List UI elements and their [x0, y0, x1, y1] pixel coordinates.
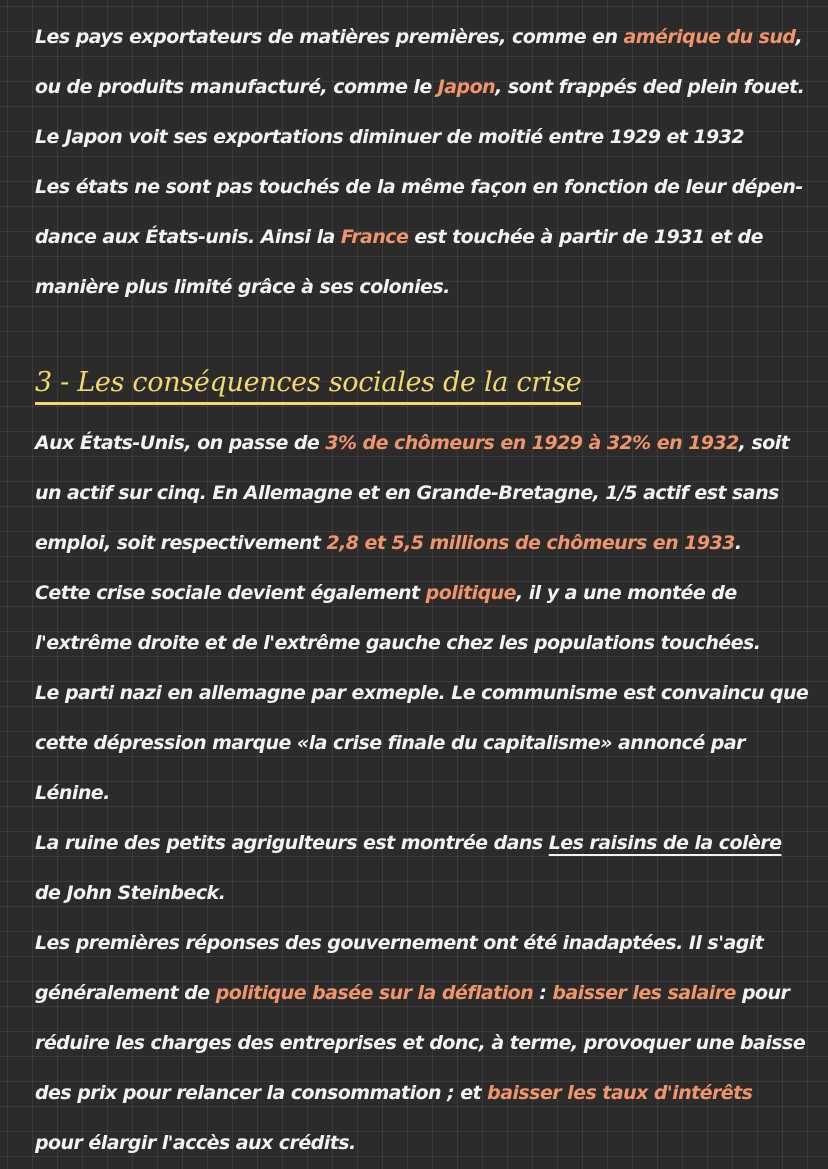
text-line: [35, 62, 825, 112]
text-line: réduire les charges des entreprises et donc, à terme, provoquer une baisse: [35, 1032, 806, 1054]
text-line: [35, 818, 825, 868]
highlight-baisser-salaire: baisser les salaire: [552, 982, 736, 1004]
text-line: [35, 568, 825, 618]
text-segment: Aux États-Unis, on passe de: [35, 432, 326, 454]
text-line: [35, 212, 825, 262]
section-title: [35, 348, 825, 418]
text-segment: dance aux États-unis. Ainsi la: [35, 226, 341, 248]
text-segment: ,: [795, 26, 803, 48]
text-line: [35, 418, 825, 468]
highlight-japon: Japon: [437, 76, 496, 98]
text-segment: , soit: [738, 432, 790, 454]
section-body: [35, 418, 825, 1168]
text-segment: Cette crise sociale devient également: [35, 582, 426, 604]
highlight-france: France: [340, 226, 409, 248]
section-title-text: 3 - Les conséquences sociales de la crise: [35, 367, 581, 405]
text-line: de John Steinbeck.: [35, 882, 226, 904]
highlight-chomeurs-usa: 3% de chômeurs en 1929 à 32% en 1932: [325, 432, 739, 454]
intro-paragraph: [35, 12, 825, 312]
text-segment: .: [734, 532, 742, 554]
text-segment: :: [533, 982, 553, 1004]
text-line: cette dépression marque «la crise finale du capitalisme» annoncé par: [35, 732, 745, 754]
book-title-underlined: Les raisins de la colère: [548, 832, 782, 854]
text-line: [35, 12, 825, 62]
text-line: Les premières réponses des gouvernement ont été inadaptées. Il s'agit: [35, 932, 764, 954]
text-segment: , il y a une montée de: [515, 582, 737, 604]
text-segment: , sont frappés ded plein fouet.: [495, 76, 805, 98]
notes-page: [35, 12, 825, 1168]
text-line: Les états ne sont pas touchés de la même façon en fonction de leur dépen-: [35, 176, 803, 198]
highlight-politique: politique: [425, 582, 516, 604]
text-segment: généralement de: [35, 982, 216, 1004]
text-line: [35, 1068, 825, 1118]
text-segment: ou de produits manufacturé, comme le: [35, 76, 438, 98]
text-line: [35, 518, 825, 568]
text-line: un actif sur cinq. En Allemagne et en Grande-Bretagne, 1/5 actif est sans: [35, 482, 779, 504]
text-line: pour élargir l'accès aux crédits.: [35, 1132, 356, 1154]
text-line: Lénine.: [35, 782, 110, 804]
text-segment: emploi, soit respectivement: [35, 532, 327, 554]
text-line: Le parti nazi en allemagne par exmeple. Le communisme est convaincu que: [35, 682, 809, 704]
highlight-taux-interets: baisser les taux d'intérêts: [487, 1082, 753, 1104]
text-segment: des prix pour relancer la consommation ; et: [35, 1082, 488, 1104]
text-segment: Les pays exportateurs de matières premières, comme en: [35, 26, 624, 48]
text-segment: est touchée à partir de 1931 et de: [408, 226, 763, 248]
text-line: manière plus limité grâce à ses colonies.: [35, 276, 450, 298]
text-segment: pour: [735, 982, 790, 1004]
text-segment: La ruine des petits agrigulteurs est montrée dans: [35, 832, 549, 854]
text-line: Le Japon voit ses exportations diminuer de moitié entre 1929 et 1932: [35, 126, 745, 148]
highlight-amerique-du-sud: amérique du sud: [623, 26, 796, 48]
highlight-chomeurs-europe: 2,8 et 5,5 millions de chômeurs en 1933: [326, 532, 735, 554]
text-line: [35, 968, 825, 1018]
highlight-deflation: politique basée sur la déflation: [215, 982, 534, 1004]
text-line: l'extrême droite et de l'extrême gauche chez les populations touchées.: [35, 632, 761, 654]
